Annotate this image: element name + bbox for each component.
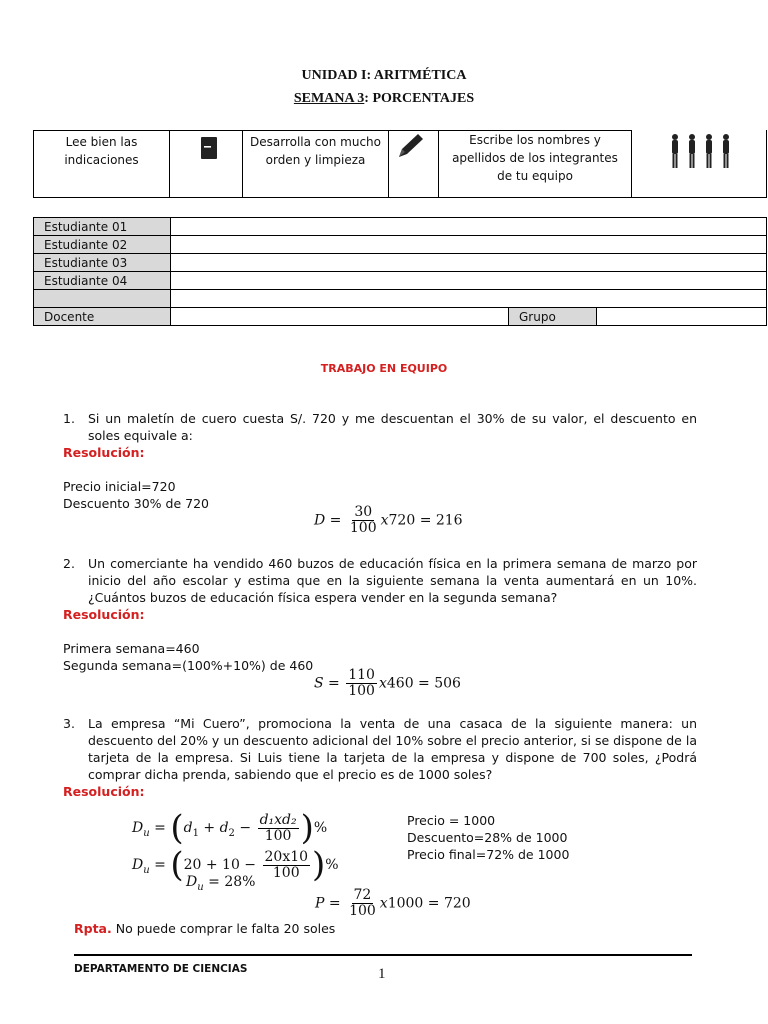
page-number: 1 xyxy=(378,966,386,982)
fraction-numerator: 110 xyxy=(348,667,375,683)
resolution-label: Resolución: xyxy=(63,445,145,460)
group-label: Grupo xyxy=(509,308,597,326)
student-row-2 xyxy=(34,236,767,254)
problem-number: 2. xyxy=(63,556,75,571)
data-line: Precio inicial=720 xyxy=(63,479,176,494)
formula-subscript: u xyxy=(143,827,150,839)
fraction-denominator: 100 xyxy=(272,864,300,881)
formula-result: 460 = 506 xyxy=(386,675,461,692)
footer-divider xyxy=(74,954,692,956)
problem-text: Si un maletín de cuero cuesta S/. 720 y me descuentan el 30% de su valor, el descuento en soles equivale a: xyxy=(88,411,697,443)
teacher-field[interactable] xyxy=(171,308,509,326)
problem-number: 1. xyxy=(63,411,75,426)
formula-result: = 28% xyxy=(208,874,256,890)
problem-3 xyxy=(63,715,697,800)
problem-number: 3. xyxy=(63,716,75,731)
fraction-denominator: 100 xyxy=(348,683,375,699)
student-row-4 xyxy=(34,272,767,290)
teacher-row xyxy=(34,308,767,326)
fraction-denominator: 100 xyxy=(349,520,377,536)
instruction-names-cell xyxy=(438,130,632,198)
instruction-order-cell xyxy=(242,130,389,198)
formula-3a: $D_u = (d_1 + d_2$ − $\frac{\text{d₁xd₂}}{100}$ )% xyxy=(132,808,328,848)
student-name-field[interactable] xyxy=(171,272,767,290)
formula-terms: 20 + 10 − xyxy=(183,857,257,873)
fraction-denominator: 100 xyxy=(264,827,292,844)
answer-line xyxy=(74,920,335,937)
instruction-names-text: Escribe los nombres y apellidos de los integrantes de tu equipo xyxy=(452,133,618,183)
students-table xyxy=(33,217,767,326)
formula-var: D xyxy=(314,512,326,529)
student-label: Estudiante 04 xyxy=(34,272,171,290)
teacher-label: Docente xyxy=(34,308,171,326)
side-line: Precio = 1000 xyxy=(407,813,496,828)
unit-title: UNIDAD I: ARITMÉTICA xyxy=(301,68,467,83)
data-line: Segunda semana=(100%+10%) de 460 xyxy=(63,658,314,673)
fraction-numerator: d₁xd₂ xyxy=(259,811,297,828)
student-label: Estudiante 02 xyxy=(34,236,171,254)
student-row-1 xyxy=(34,218,767,236)
student-label xyxy=(34,290,171,308)
student-name-field[interactable] xyxy=(171,218,767,236)
problem-3-statement xyxy=(63,715,697,783)
student-row-5 xyxy=(34,290,767,308)
pencil-icon xyxy=(389,131,440,199)
answer-text: No puede comprar le falta 20 soles xyxy=(115,921,336,936)
problem-2 xyxy=(63,555,697,674)
team-icon xyxy=(632,130,768,198)
resolution-label: Resolución: xyxy=(63,784,145,799)
student-name-field[interactable] xyxy=(171,290,767,308)
data-line: Descuento 30% de 720 xyxy=(63,496,209,511)
instruction-read-cell xyxy=(33,130,170,198)
formula-2: S = $\frac{110}{100}$ x460 = 506 xyxy=(314,667,461,699)
data-line: Primera semana=460 xyxy=(63,641,200,656)
formula-1: D = $\frac{30}{100}$ x720 = 216 xyxy=(314,504,463,536)
pencil-icon-cell xyxy=(388,130,439,198)
problem-1-statement xyxy=(63,410,697,444)
instructions-table xyxy=(33,130,766,198)
side-line: Descuento=28% de 1000 xyxy=(407,830,568,845)
instruction-read-text: Lee bien las indicaciones xyxy=(64,135,139,167)
week-label: SEMANA 3 xyxy=(293,91,365,106)
group-field[interactable] xyxy=(597,308,767,326)
formula-3c: $D_u = 28\%$ xyxy=(186,874,256,893)
fraction-denominator: 100 xyxy=(349,903,376,919)
side-line: Precio final=72% de 1000 xyxy=(407,847,570,862)
answer-label: Rpta. xyxy=(74,921,112,936)
problem-text: La empresa “Mi Cuero”, promociona la venta de una casaca de la siguiente manera: un descuento del 20% y un descuento adicional del 10% sobre el precio anterior, si se dispone de la tarjeta de la empresa. Si Luis tiene la tarjeta de la empresa y dispone de 700 soles, ¿Podrá comprar dicha prenda, sabiendo que el precio es de 1000 soles? xyxy=(88,716,697,782)
formula-var: P xyxy=(315,895,325,912)
student-row-3 xyxy=(34,254,767,272)
section-title: TRABAJO EN EQUIPO xyxy=(320,362,448,375)
fraction-numerator: 20x10 xyxy=(264,848,309,865)
student-name-field[interactable] xyxy=(171,236,767,254)
problem-3-side-notes xyxy=(407,812,569,863)
problem-text: Un comerciante ha vendido 460 buzos de educación física en la primera semana de marzo por inicio del año escolar y estima que en la siguiente semana la venta aumentará en un 10%. ¿Cuántos buzos de educación física espera vender en la segunda semana? xyxy=(88,556,697,605)
student-label: Estudiante 01 xyxy=(34,218,171,236)
team-icon-cell xyxy=(631,130,767,198)
instruction-order-text: Desarrolla con mucho orden y limpieza xyxy=(250,135,381,167)
problem-2-statement xyxy=(63,555,697,606)
student-label: Estudiante 03 xyxy=(34,254,171,272)
footer-department: DEPARTAMENTO DE CIENCIAS xyxy=(74,963,248,975)
formula-result: 1000 = 720 xyxy=(387,895,471,912)
fraction-numerator: 30 xyxy=(354,504,373,520)
formula-3-final: P = $\frac{72}{100}$ x1000 = 720 xyxy=(315,887,471,919)
week-topic: : PORCENTAJES xyxy=(364,91,475,106)
formula-result: 720 = 216 xyxy=(388,512,463,529)
week-title xyxy=(0,91,768,107)
fraction-numerator: 72 xyxy=(353,887,372,903)
formula-3b: $D_u = (20 + 10$ − $\frac{20x10}{100}$ )% xyxy=(132,845,339,885)
resolution-label: Resolución: xyxy=(63,607,145,622)
problem-1 xyxy=(63,410,697,512)
student-name-field[interactable] xyxy=(171,254,767,272)
formula-var: S xyxy=(314,675,324,692)
book-icon xyxy=(170,131,244,199)
book-icon-cell xyxy=(169,130,243,198)
